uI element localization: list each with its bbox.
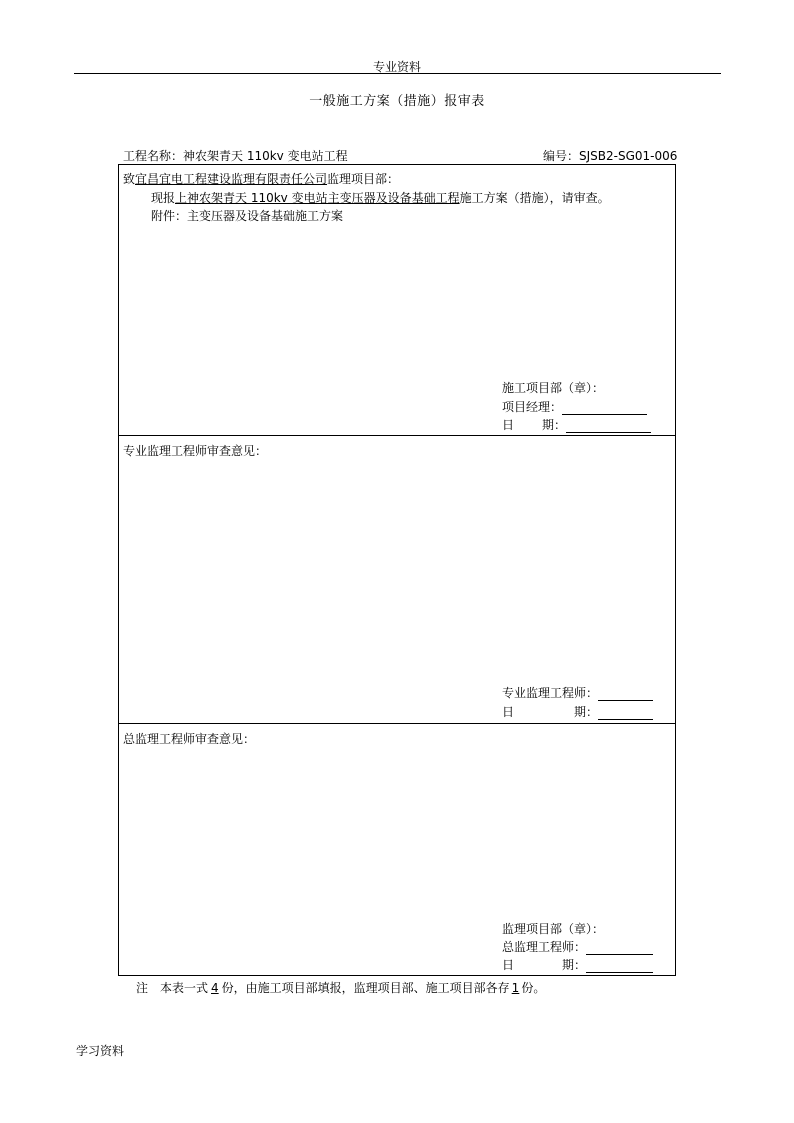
submission-body bbox=[151, 189, 610, 206]
addressee-line bbox=[123, 170, 399, 187]
body-prefix: 现报 bbox=[151, 191, 176, 205]
footnote-copies-total: 4 bbox=[211, 981, 219, 995]
footnote-copies-each: 1 bbox=[511, 981, 520, 995]
addressee-org: 宜昌宜电工程建设监理有限责任公司 bbox=[135, 172, 328, 186]
review-form-table bbox=[118, 164, 676, 976]
project-manager-signature-field[interactable] bbox=[562, 402, 647, 415]
footnote-middle: 份，由施工项目部填报，监理项目部、施工项目部各存 bbox=[221, 981, 510, 995]
document-number-line bbox=[543, 147, 677, 164]
specialist-review-section bbox=[119, 436, 675, 724]
construction-dept-seal-label: 施工项目部（章）： bbox=[502, 381, 605, 395]
project-name-label: 工程名称： bbox=[123, 149, 184, 163]
chief-date-line bbox=[502, 956, 653, 973]
project-manager-label: 项目经理： bbox=[502, 400, 563, 414]
specialist-engineer-label: 专业监理工程师： bbox=[502, 686, 599, 700]
date-label-b: 期： bbox=[574, 705, 599, 719]
submission-date-line bbox=[502, 416, 651, 433]
header-divider bbox=[74, 73, 721, 74]
specialist-date-field[interactable] bbox=[598, 707, 653, 720]
specialist-engineer-line bbox=[502, 684, 653, 701]
date-label-a: 日 bbox=[502, 418, 515, 432]
addressee-suffix: 监理项目部： bbox=[327, 172, 400, 186]
project-manager-line bbox=[502, 398, 647, 415]
chief-review-heading: 总监理工程师审查意见： bbox=[123, 732, 256, 746]
chief-engineer-label: 总监理工程师： bbox=[502, 940, 587, 954]
document-number-value: SJSB2-SG01-006 bbox=[579, 149, 678, 163]
page-footer: 学习资料 bbox=[76, 1044, 125, 1058]
footnote-suffix: 份。 bbox=[521, 981, 546, 995]
page-header: 专业资料 bbox=[372, 60, 421, 74]
body-project: 上神农架青天 110kv 变电站主变压器及设备基础工程 bbox=[175, 191, 460, 205]
chief-date-field[interactable] bbox=[586, 960, 653, 973]
addressee-prefix: 致 bbox=[123, 172, 136, 186]
specialist-review-heading: 专业监理工程师审查意见： bbox=[123, 444, 268, 458]
chief-engineer-line bbox=[502, 938, 653, 955]
specialist-engineer-signature-field[interactable] bbox=[598, 688, 653, 701]
footnote-prefix: 注 本表一式 bbox=[136, 981, 209, 995]
chief-review-section bbox=[119, 724, 675, 975]
form-footnote bbox=[136, 979, 545, 996]
attachment-line: 附件：主变压器及设备基础施工方案 bbox=[151, 209, 344, 223]
specialist-date-line bbox=[502, 703, 653, 720]
document-number-label: 编号： bbox=[543, 149, 580, 163]
date-label-b: 期： bbox=[562, 958, 587, 972]
date-label-b: 期： bbox=[542, 418, 567, 432]
document-title: 一般施工方案（措施）报审表 bbox=[309, 94, 485, 109]
date-label-a: 日 bbox=[502, 958, 515, 972]
supervision-dept-seal-label: 监理项目部（章）： bbox=[502, 922, 605, 936]
project-name-value: 神农架青天 110kv 变电站工程 bbox=[183, 149, 348, 163]
body-suffix: 施工方案（措施），请审查。 bbox=[459, 191, 610, 205]
date-label-a: 日 bbox=[502, 705, 515, 719]
submission-date-field[interactable] bbox=[566, 420, 651, 433]
project-name-line bbox=[123, 147, 348, 164]
submission-section bbox=[119, 165, 675, 436]
chief-engineer-signature-field[interactable] bbox=[586, 942, 653, 955]
